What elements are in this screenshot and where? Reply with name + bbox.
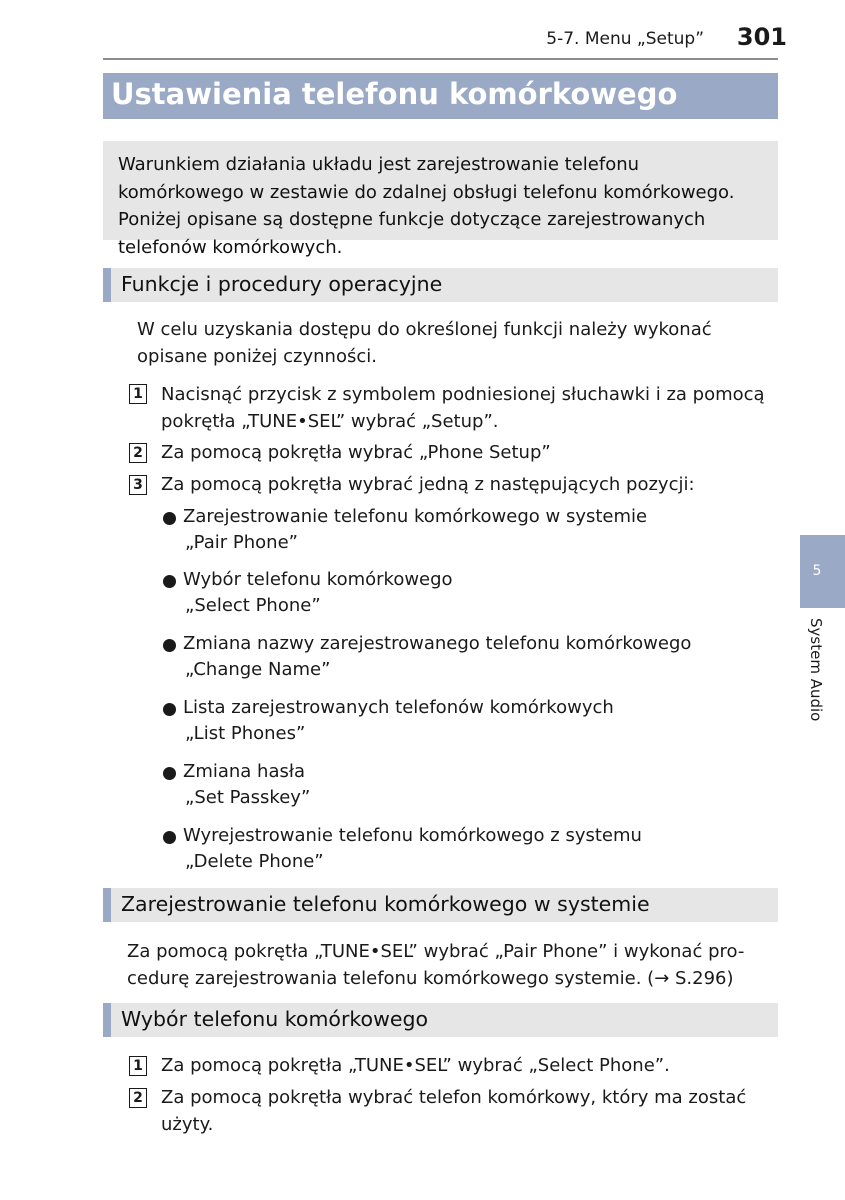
running-header (0, 25, 787, 57)
bullet-option: „Select Phone” (185, 595, 321, 616)
section-title: 5-7. Menu „Setup” (546, 29, 704, 49)
bullet-option: „List Phones” (185, 723, 306, 744)
heading-accent-bar (103, 1003, 111, 1037)
step-number-badge: 1 (129, 384, 147, 404)
bullet-label: Lista zarejestrowanych telefonów komórkowych (183, 697, 614, 718)
bullet-icon (163, 767, 176, 780)
bullet-option: „Set Passkey” (185, 787, 311, 808)
step-number-badge: 2 (129, 1088, 147, 1108)
section-heading-text: Wybór telefonu komórkowego (121, 1007, 428, 1031)
heading-accent-bar (103, 888, 111, 922)
section2-line: Za pomocą pokrętła „TUNE•SEL” wybrać „Pair Phone” i wykonać pro- (127, 941, 745, 962)
chapter-tab (800, 535, 845, 608)
page-number: 301 (736, 23, 787, 51)
step-number-badge: 3 (129, 475, 147, 495)
section-heading-select-phone (103, 1003, 778, 1037)
section-heading-pair-phone (103, 888, 778, 922)
section1-paragraph: W celu uzyskania dostępu do określonej funkcji należy wykonać opisane poniżej czynności. (137, 319, 712, 367)
bullet-label: Zarejestrowanie telefonu komórkowego w systemie (183, 506, 648, 527)
bullet-icon (163, 831, 176, 844)
bullet-option: „Delete Phone” (185, 851, 324, 872)
chapter-number: 5 (812, 563, 822, 579)
header-divider (103, 58, 778, 60)
bullet-icon (163, 639, 176, 652)
section-heading-functions (103, 268, 778, 302)
bullet-icon (163, 575, 176, 588)
chapter-label: System Audio (807, 618, 825, 722)
step-text: Za pomocą pokrętła wybrać „Phone Setup” (161, 442, 551, 463)
intro-box (103, 141, 778, 258)
bullet-label: Wyrejestrowanie telefonu komórkowego z systemu (183, 825, 642, 846)
step-text: Nacisnąć przycisk z symbolem podniesionej słuchawki i za pomocą pokrętła „TUNE•SEL” wybrać „Setup”. (161, 384, 765, 432)
heading-accent-bar (103, 268, 111, 302)
bullet-icon (163, 512, 176, 525)
step-text: Za pomocą pokrętła wybrać telefon komórkowy, który ma zostać użyty. (161, 1087, 747, 1135)
bullet-label: Wybór telefonu komórkowego (183, 569, 453, 590)
step-number-badge: 2 (129, 443, 147, 463)
section2-line: cedurę zarejestrowania telefonu komórkowego systemie. (→ S.296) (127, 968, 734, 989)
step-text: Za pomocą pokrętła „TUNE•SEL” wybrać „Select Phone”. (161, 1055, 670, 1076)
step-number-badge: 1 (129, 1056, 147, 1076)
bullet-option: „Pair Phone” (185, 532, 298, 553)
title-bar (103, 73, 778, 119)
page-title: Ustawienia telefonu komórkowego (111, 77, 678, 111)
section-heading-text: Zarejestrowanie telefonu komórkowego w systemie (121, 892, 650, 916)
bullet-label: Zmiana hasła (183, 761, 306, 782)
bullet-icon (163, 703, 176, 716)
intro-text: Warunkiem działania układu jest zarejestrowanie telefonu komórkowego w zestawie do zdalnej obsługi telefonu komórkowego. Poniżej opisane są dostępne funkcje dotyczące zarejestrowanych telefonów komórkowych. (118, 154, 735, 258)
section-heading-text: Funkcje i procedury operacyjne (121, 272, 443, 296)
step-text: Za pomocą pokrętła wybrać jedną z następujących pozycji: (161, 474, 695, 495)
bullet-option: „Change Name” (185, 659, 331, 680)
bullet-label: Zmiana nazwy zarejestrowanego telefonu komórkowego (183, 633, 692, 654)
